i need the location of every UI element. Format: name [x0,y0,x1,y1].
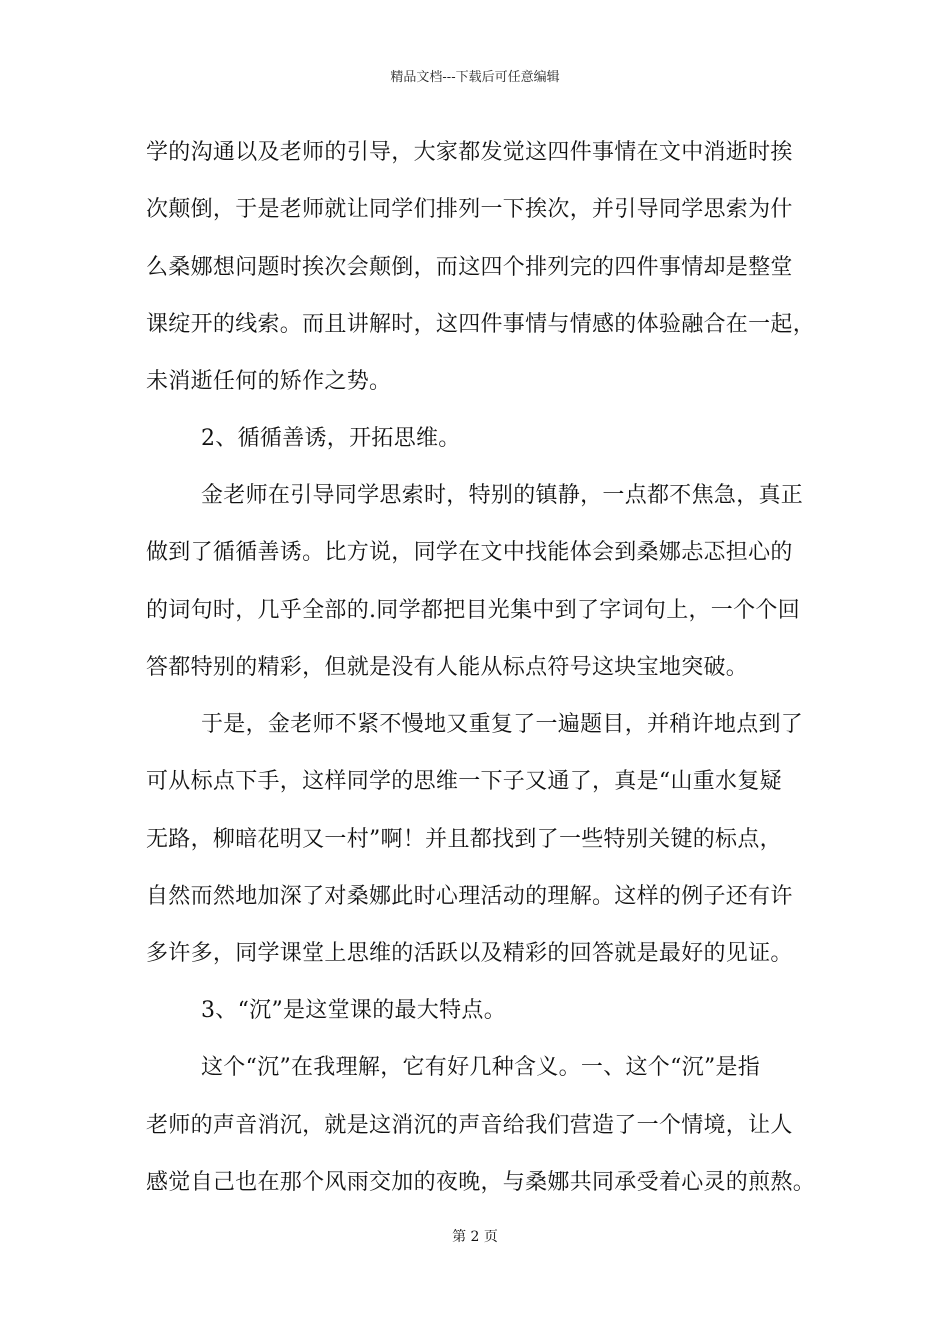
body-line: 次颠倒，于是老师就让同学们排列一下挨次，并引导同学思索为什 [146,197,793,222]
body-line: 感觉自己也在那个风雨交加的夜晚，与桑娜共同承受着心灵的煎熬。 [146,1170,816,1195]
body-line: 学的沟通以及老师的引导，大家都发觉这四件事情在文中消逝时挨 [146,140,793,165]
body-line: 多许多，同学课堂上思维的活跃以及精彩的回答就是最好的见证。 [146,941,793,966]
body-line: 未消逝任何的矫作之势。 [146,369,392,394]
section-heading: 2、循循善诱，开拓思维。 [201,426,461,451]
body-line: 可从标点下手，这样同学的思维一下子又通了，真是“山重水复疑 [146,769,782,794]
body-line: 金老师在引导同学思索时，特别的镇静，一点都不焦急，真正 [201,483,804,508]
body-line: 自然而然地加深了对桑娜此时心理活动的理解。这样的例子还有许 [146,884,793,909]
body-line: 么桑娜想问题时挨次会颠倒，而这四个排列完的四件事情却是整堂 [146,255,793,280]
body-line: 答都特别的精彩，但就是没有人能从标点符号这块宝地突破。 [146,655,749,680]
body-line: 的词句时，几乎全部的.同学都把目光集中到了字词句上，一个个回 [146,598,800,623]
body-line: 这个“沉”在我理解，它有好几种含义。一、这个“沉”是指 [201,1055,761,1080]
page-header: 精品文档---下载后可任意编辑 [390,70,560,85]
section-heading: 3、“沉”是这堂课的最大特点。 [201,998,506,1023]
body-line: 课绽开的线索。而且讲解时，这四件事情与情感的体验融合在一起， [146,312,816,337]
body-line: 做到了循循善诱。比方说，同学在文中找能体会到桑娜忐忑担心的 [146,540,793,565]
body-line: 于是，金老师不紧不慢地又重复了一遍题目，并稍许地点到了 [201,712,804,737]
body-line: 无路，柳暗花明又一村”啊！并且都找到了一些特别关键的标点， [146,827,782,852]
body-line: 老师的声音消沉，就是这消沉的声音给我们营造了一个情境，让人 [146,1113,793,1138]
page-number: 第 2 页 [452,1229,498,1245]
